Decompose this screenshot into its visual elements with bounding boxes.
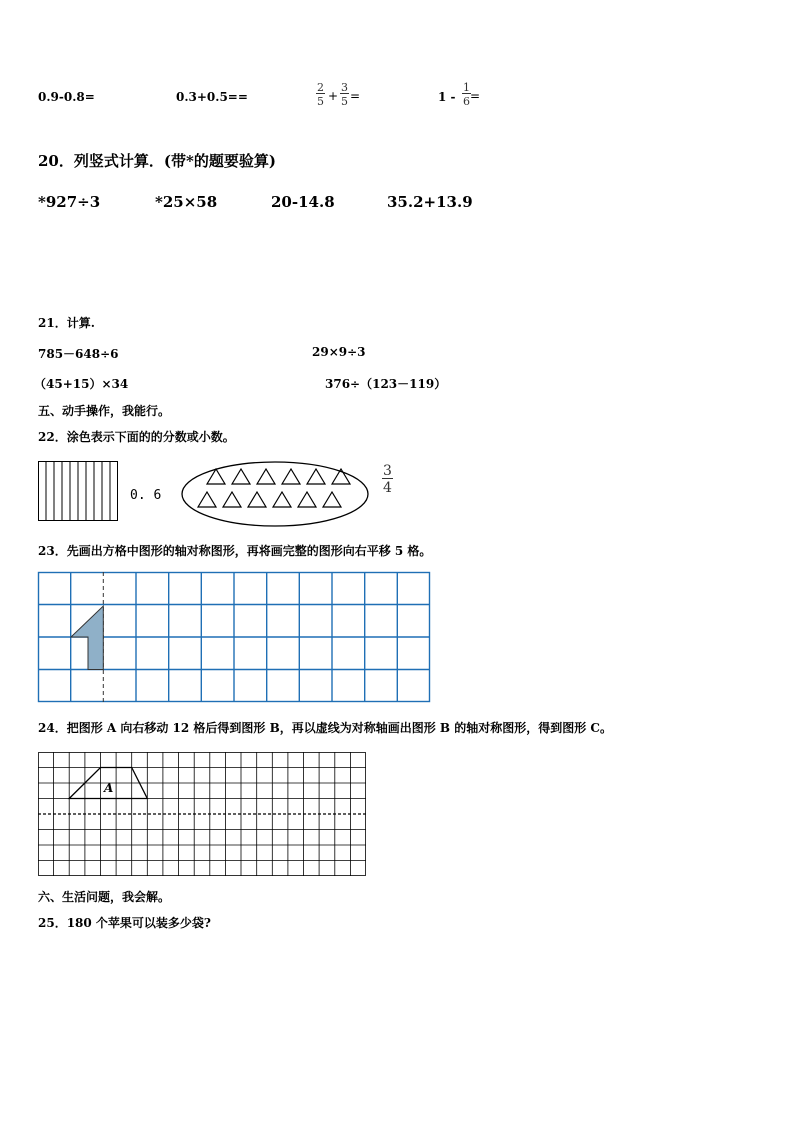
fraction-1-6: $\frac{1}{6}$ bbox=[463, 81, 470, 108]
q24-title: 24．把图形 A 向右移动 12 格后得到图形 B，再以虚线为对称轴画出图形 B 的轴对称图形，得到图形 C。 bbox=[38, 721, 612, 735]
calc-0.9-0.8: 0.9-0.8= bbox=[38, 90, 95, 104]
fraction-3-5: $\frac{3}{5}$ bbox=[341, 81, 348, 108]
q21-item-1: 785－648÷6 bbox=[38, 347, 119, 361]
q20-title: 20．列竖式计算．(带*的题要验算) bbox=[38, 152, 276, 170]
black-grid bbox=[38, 752, 366, 876]
section-6-heading: 六、生活问题，我会解。 bbox=[38, 890, 171, 904]
q20-item-4: 35.2+13.9 bbox=[387, 193, 473, 211]
q20-item-3: 20-14.8 bbox=[271, 193, 335, 211]
q20-item-2: *25×58 bbox=[155, 193, 218, 211]
q21-item-2: 29×9÷3 bbox=[312, 345, 366, 359]
shape-a-label: A bbox=[104, 781, 114, 795]
fraction-3-4: $\frac{3}{4}$ bbox=[383, 463, 392, 496]
stripe-rectangle bbox=[38, 461, 118, 521]
section-5-heading: 五、动手操作，我能行。 bbox=[38, 404, 171, 418]
equals-sign-2: = bbox=[470, 89, 481, 103]
q22-title: 22．涂色表示下面的的分数或小数。 bbox=[38, 430, 235, 444]
one-minus: 1 - bbox=[438, 90, 456, 104]
q20-item-1: *927÷3 bbox=[38, 193, 101, 211]
decimal-label: 0. 6 bbox=[130, 488, 162, 503]
fraction-2-5: $\frac{2}{5}$ bbox=[317, 81, 324, 108]
triangle-ellipse bbox=[180, 460, 370, 528]
q21-title: 21．计算. bbox=[38, 316, 95, 330]
q21-item-3: （45+15）×34 bbox=[34, 377, 129, 391]
plus-sign: + bbox=[328, 89, 339, 103]
q21-item-4: 376÷（123－119） bbox=[325, 377, 447, 391]
equals-sign: = bbox=[350, 89, 361, 103]
calc-0.3+0.5: 0.3+0.5== bbox=[176, 90, 248, 104]
blue-grid bbox=[38, 572, 430, 702]
q25-title: 25．180 个苹果可以装多少袋? bbox=[38, 916, 211, 930]
q23-title: 23．先画出方格中图形的轴对称图形，再将画完整的图形向右平移 5 格。 bbox=[38, 544, 432, 558]
